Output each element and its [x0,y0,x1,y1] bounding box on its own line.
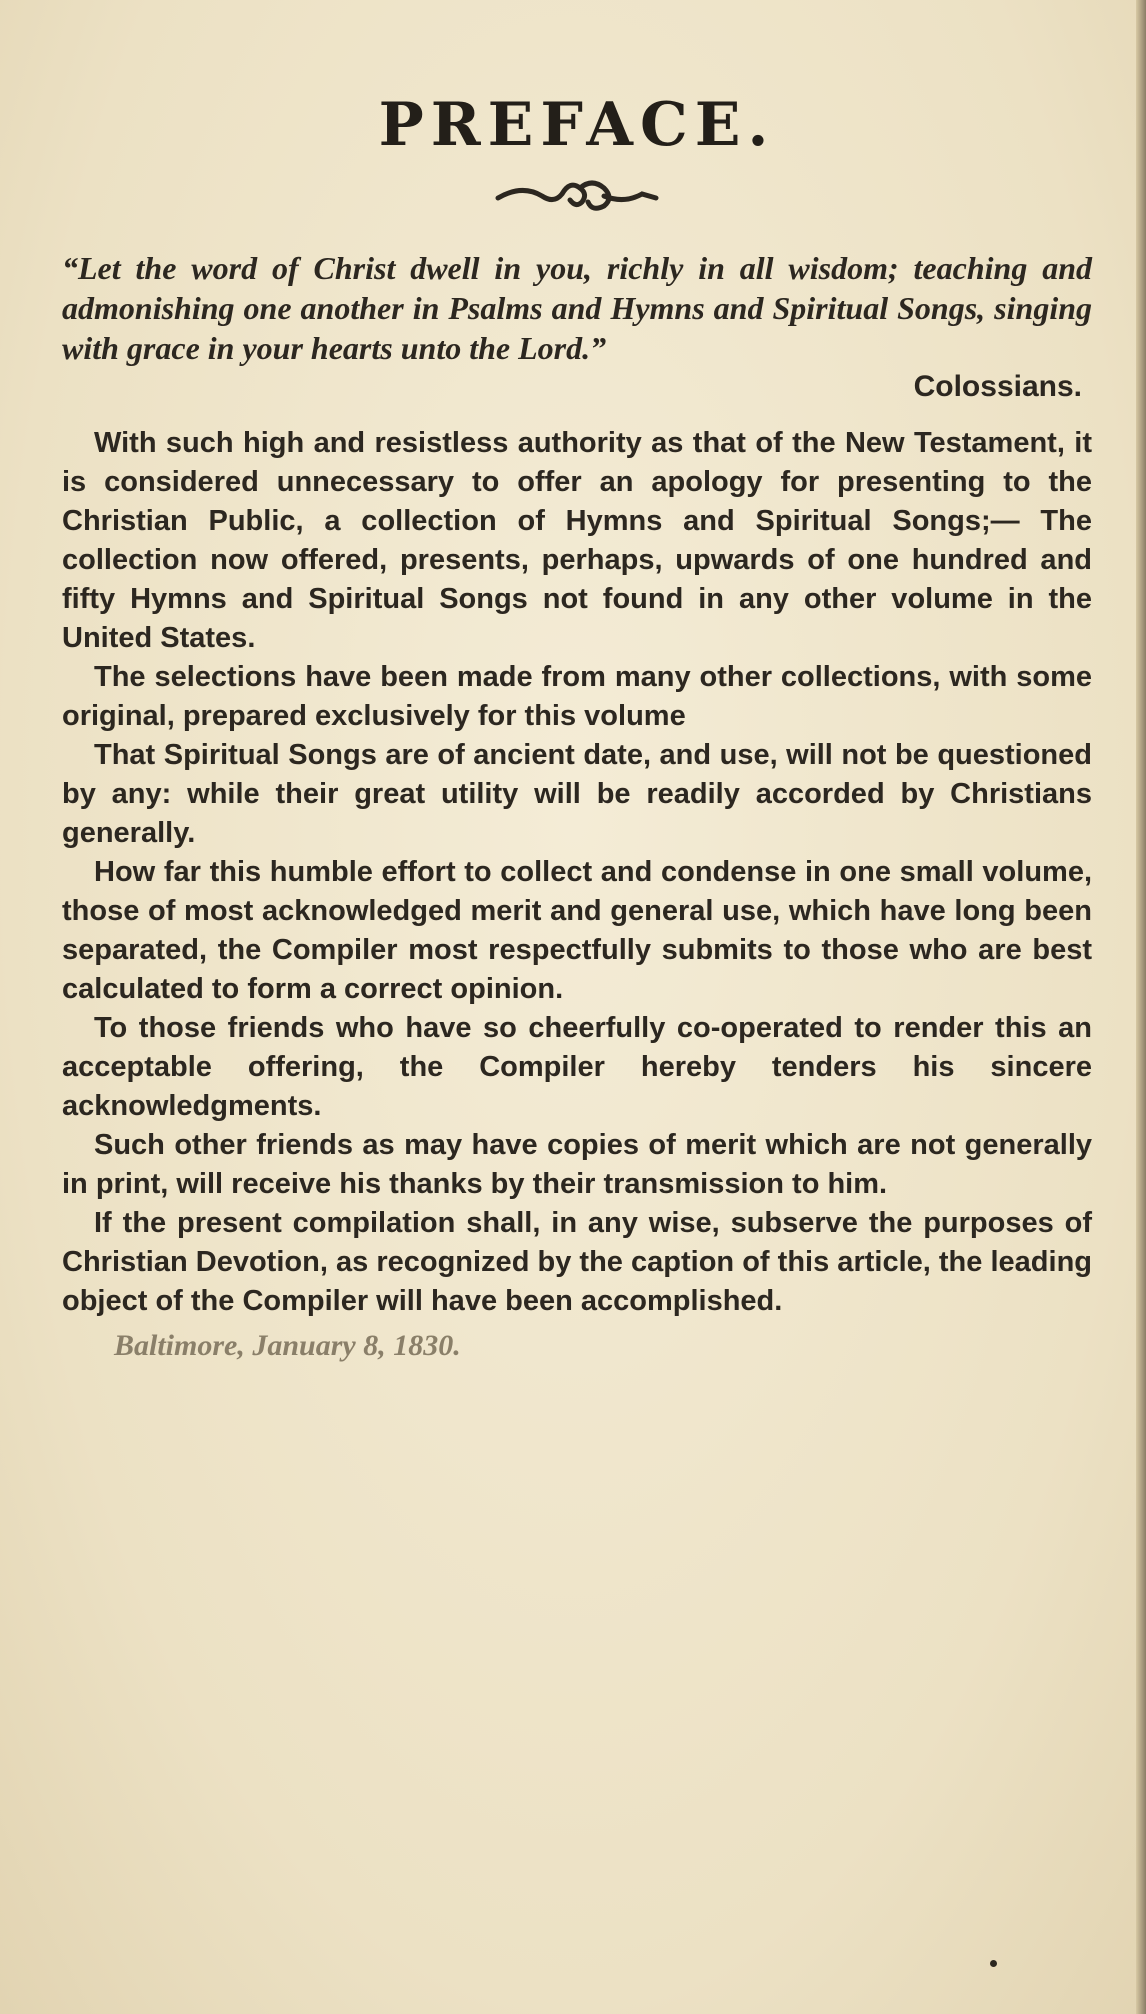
ornament-flourish-icon [492,174,662,218]
epigraph-attribution: Colossians. [913,370,1082,403]
page-title: PREFACE. [378,90,776,160]
preface-paragraph: The selections have been made from many other collections, with some original, prepared exclusively for this volume [62,661,1092,732]
dateline: Baltimore, January 8, 1830. [114,1329,461,1362]
epigraph-quote: “Let the word of Christ dwell in you, richly in all wisdom; teaching and admonishing one another in Psalms and Hymns and Spiritual Songs, singing with grace in your hearts unto the Lord.” [62,250,1092,366]
page-edge-shadow [1136,0,1146,2014]
preface-paragraph: To those friends who have so cheerfully co-operated to render this an acceptable offering, the Compiler hereby tenders his sincere acknowledgments. [62,1012,1092,1122]
preface-paragraph: With such high and resistless authority as that of the New Testament, it is considered unnecessary to offer an apology for presenting to the Christian Public, a collection of Hymns and Spiritual Songs;— The collection now offered, presents, perhaps, upwards of one hundred and fifty Hymns and Spiritual Songs not found in any other volume in the United States. [62,427,1092,654]
preface-paragraph: If the present compilation shall, in any wise, subserve the purposes of Christian Devotion, as recognized by the caption of this article, the leading object of the Compiler will have been accomplished. [62,1207,1092,1317]
preface-paragraph: That Spiritual Songs are of ancient date, and use, will not be questioned by any: while their great utility will be readily accorded by Christians generally. [62,739,1092,849]
preface-paragraph: Such other friends as may have copies of merit which are not generally in print, will receive his thanks by their transmission to him. [62,1129,1092,1200]
preface-paragraph: How far this humble effort to collect and condense in one small volume, those of most acknowledged merit and general use, which have long been separated, the Compiler most respectfully submits to those who are best calculated to form a correct opinion. [62,856,1092,1005]
ink-dot [990,1960,997,1967]
page-content [62,90,1092,1363]
